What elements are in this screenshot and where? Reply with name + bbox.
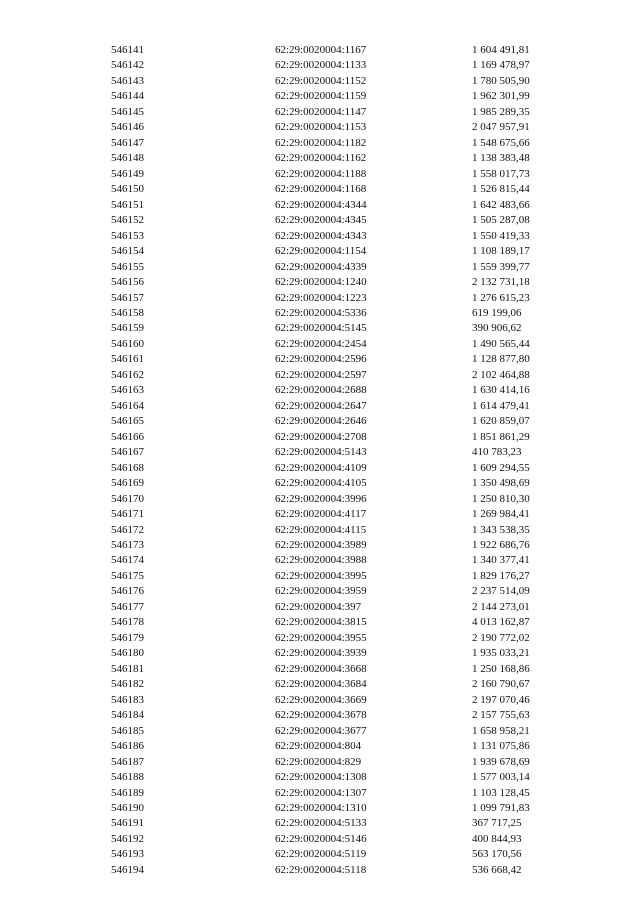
cadastral-value: 1 131 075,86	[472, 740, 530, 753]
table-row	[0, 786, 640, 801]
cadastral-number: 62:29:0020004:4115	[275, 523, 367, 536]
cadastral-value: 1 343 538,35	[472, 523, 530, 536]
cadastral-number: 62:29:0020004:4343	[275, 229, 367, 242]
cadastral-number: 62:29:0020004:2647	[275, 399, 367, 412]
cadastral-number: 62:29:0020004:3989	[275, 539, 367, 551]
cadastral-number: 62:29:0020004:3684	[275, 678, 367, 691]
cadastral-value: 1 103 128,45	[472, 786, 530, 799]
table-row	[0, 553, 640, 568]
table-row	[0, 383, 640, 398]
table-row	[0, 306, 640, 321]
cadastral-number: 62:29:0020004:1162	[275, 152, 367, 165]
table-row	[0, 105, 640, 120]
row-number: 546175	[111, 569, 144, 582]
table-row	[0, 631, 640, 646]
row-number: 546161	[111, 353, 144, 366]
row-number: 546184	[111, 709, 144, 722]
row-number: 546152	[111, 214, 144, 227]
row-number: 546178	[111, 616, 144, 629]
row-number: 546183	[111, 693, 144, 706]
cadastral-number: 62:29:0020004:1153	[275, 121, 367, 134]
table-row	[0, 352, 640, 367]
table-row	[0, 198, 640, 213]
row-number: 546170	[111, 492, 144, 505]
cadastral-number: 62:29:0020004:3677	[275, 724, 367, 737]
table-row	[0, 291, 640, 306]
row-number: 546167	[111, 446, 144, 459]
cadastral-number: 62:29:0020004:804	[275, 740, 362, 753]
cadastral-number: 62:29:0020004:1168	[275, 183, 367, 196]
row-number: 546194	[111, 863, 144, 876]
cadastral-number: 62:29:0020004:3668	[275, 662, 367, 675]
cadastral-number: 62:29:0020004:2646	[275, 415, 367, 428]
cadastral-number: 62:29:0020004:1308	[275, 771, 367, 784]
row-number: 546166	[111, 430, 144, 443]
cadastral-value: 2 132 731,18	[472, 276, 530, 289]
row-number: 546176	[111, 585, 144, 598]
table-row	[0, 151, 640, 166]
row-number: 546165	[111, 415, 144, 428]
row-number: 546174	[111, 554, 144, 567]
cadastral-value: 2 160 790,67	[472, 678, 530, 691]
row-number: 546182	[111, 678, 144, 691]
row-number: 546191	[111, 817, 144, 830]
cadastral-value: 1 550 419,33	[472, 229, 530, 242]
table-row	[0, 182, 640, 197]
table-row	[0, 816, 640, 831]
row-number: 546171	[111, 508, 144, 521]
row-number: 546148	[111, 152, 144, 165]
cadastral-value: 1 609 294,55	[472, 461, 530, 474]
cadastral-value: 1 559 399,77	[472, 260, 530, 273]
cadastral-value: 390 906,62	[472, 322, 522, 335]
table-row	[0, 847, 640, 862]
row-number: 546157	[111, 291, 144, 304]
table-row	[0, 476, 640, 491]
table-row	[0, 492, 640, 507]
cadastral-value: 367 717,25	[472, 817, 522, 830]
cadastral-value: 1 099 791,83	[472, 801, 530, 814]
table-row	[0, 600, 640, 615]
table-row	[0, 89, 640, 104]
row-number: 546193	[111, 848, 144, 861]
cadastral-number: 62:29:0020004:2688	[275, 384, 367, 397]
row-number: 546192	[111, 832, 144, 845]
cadastral-number: 62:29:0020004:1310	[275, 801, 367, 814]
cadastral-value: 1 962 301,99	[472, 90, 530, 103]
row-number: 546169	[111, 477, 144, 490]
table-row	[0, 74, 640, 89]
cadastral-value: 1 276 615,23	[472, 291, 530, 304]
cadastral-number: 62:29:0020004:5146	[275, 832, 367, 845]
cadastral-number: 62:29:0020004:1154	[275, 245, 367, 258]
cadastral-number: 62:29:0020004:3955	[275, 631, 367, 644]
cadastral-value: 536 668,42	[472, 863, 522, 876]
cadastral-number: 62:29:0020004:3939	[275, 647, 367, 660]
row-number: 546160	[111, 337, 144, 350]
cadastral-number: 62:29:0020004:5133	[275, 817, 367, 830]
cadastral-number: 62:29:0020004:1167	[275, 44, 367, 56]
row-number: 546141	[111, 44, 144, 56]
cadastral-value: 2 144 273,01	[472, 600, 530, 613]
row-number: 546146	[111, 121, 144, 134]
cadastral-number: 62:29:0020004:5145	[275, 322, 367, 335]
cadastral-number: 62:29:0020004:1182	[275, 136, 367, 149]
table-row	[0, 136, 640, 151]
cadastral-number: 62:29:0020004:2454	[275, 337, 367, 350]
table-row	[0, 445, 640, 460]
row-number: 546190	[111, 801, 144, 814]
cadastral-value: 1 350 498,69	[472, 477, 530, 490]
cadastral-value: 1 630 414,16	[472, 384, 530, 397]
row-number: 546179	[111, 631, 144, 644]
table-row	[0, 662, 640, 677]
cadastral-value: 1 577 003,14	[472, 771, 530, 784]
cadastral-number: 62:29:0020004:1159	[275, 90, 367, 103]
cadastral-value: 1 620 859,07	[472, 415, 530, 428]
cadastral-value: 1 250 810,30	[472, 492, 530, 505]
cadastral-number: 62:29:0020004:4109	[275, 461, 367, 474]
cadastral-number: 62:29:0020004:1188	[275, 167, 367, 180]
cadastral-value: 1 604 491,81	[472, 44, 530, 56]
row-number: 546156	[111, 276, 144, 289]
cadastral-value: 1 558 017,73	[472, 167, 530, 180]
cadastral-number: 62:29:0020004:5118	[275, 863, 367, 876]
row-number: 546144	[111, 90, 144, 103]
table-row	[0, 260, 640, 275]
table-row	[0, 832, 640, 847]
table-row	[0, 507, 640, 522]
table-row	[0, 724, 640, 739]
cadastral-number: 62:29:0020004:3669	[275, 693, 367, 706]
cadastral-value: 1 614 479,41	[472, 399, 530, 412]
cadastral-number: 62:29:0020004:5336	[275, 306, 367, 319]
cadastral-number: 62:29:0020004:4105	[275, 477, 367, 490]
row-number: 546173	[111, 539, 144, 551]
cadastral-number: 62:29:0020004:4345	[275, 214, 367, 227]
row-number: 546142	[111, 59, 144, 72]
table-row	[0, 646, 640, 661]
cadastral-number: 62:29:0020004:4339	[275, 260, 367, 273]
cadastral-value: 2 157 755,63	[472, 709, 530, 722]
table-row	[0, 43, 640, 58]
cadastral-value: 410 783,23	[472, 446, 522, 459]
table-row	[0, 399, 640, 414]
cadastral-number: 62:29:0020004:3996	[275, 492, 367, 505]
row-number: 546158	[111, 306, 144, 319]
document-table	[0, 43, 640, 878]
cadastral-number: 62:29:0020004:3988	[275, 554, 367, 567]
table-row	[0, 739, 640, 754]
table-row	[0, 414, 640, 429]
cadastral-number: 62:29:0020004:4344	[275, 198, 367, 211]
cadastral-number: 62:29:0020004:2596	[275, 353, 367, 366]
cadastral-value: 2 190 772,02	[472, 631, 530, 644]
table-row	[0, 321, 640, 336]
cadastral-value: 563 170,56	[472, 848, 522, 861]
table-row	[0, 430, 640, 445]
table-row	[0, 337, 640, 352]
cadastral-value: 400 844,93	[472, 832, 522, 845]
cadastral-number: 62:29:0020004:2597	[275, 368, 367, 381]
cadastral-value: 1 851 861,29	[472, 430, 530, 443]
table-row	[0, 244, 640, 259]
table-row	[0, 538, 640, 553]
table-row	[0, 569, 640, 584]
cadastral-value: 2 047 957,91	[472, 121, 530, 134]
cadastral-value: 1 108 189,17	[472, 245, 530, 258]
table-row	[0, 708, 640, 723]
row-number: 546151	[111, 198, 144, 211]
cadastral-number: 62:29:0020004:1240	[275, 276, 367, 289]
cadastral-number: 62:29:0020004:3995	[275, 569, 367, 582]
cadastral-value: 4 013 162,87	[472, 616, 530, 629]
cadastral-number: 62:29:0020004:1133	[275, 59, 367, 72]
cadastral-value: 1 169 478,97	[472, 59, 530, 72]
row-number: 546153	[111, 229, 144, 242]
row-number: 546168	[111, 461, 144, 474]
cadastral-value: 1 250 168,86	[472, 662, 530, 675]
cadastral-value: 1 526 815,44	[472, 183, 530, 196]
table-row	[0, 677, 640, 692]
table-row	[0, 523, 640, 538]
table-row	[0, 120, 640, 135]
row-number: 546149	[111, 167, 144, 180]
cadastral-number: 62:29:0020004:3959	[275, 585, 367, 598]
row-number: 546187	[111, 755, 144, 768]
cadastral-number: 62:29:0020004:5119	[275, 848, 367, 861]
cadastral-value: 1 829 176,27	[472, 569, 530, 582]
cadastral-value: 1 922 686,76	[472, 539, 530, 551]
cadastral-value: 1 548 675,66	[472, 136, 530, 149]
table-row	[0, 693, 640, 708]
cadastral-number: 62:29:0020004:1147	[275, 105, 367, 118]
row-number: 546188	[111, 771, 144, 784]
row-number: 546181	[111, 662, 144, 675]
cadastral-value: 1 642 483,66	[472, 198, 530, 211]
row-number: 546147	[111, 136, 144, 149]
cadastral-value: 1 780 505,90	[472, 74, 530, 87]
row-number: 546180	[111, 647, 144, 660]
table-row	[0, 213, 640, 228]
row-number: 546186	[111, 740, 144, 753]
cadastral-number: 62:29:0020004:397	[275, 600, 362, 613]
table-row	[0, 801, 640, 816]
cadastral-value: 1 269 984,41	[472, 508, 530, 521]
row-number: 546150	[111, 183, 144, 196]
table-row	[0, 461, 640, 476]
table-row	[0, 58, 640, 73]
cadastral-value: 2 237 514,09	[472, 585, 530, 598]
cadastral-value: 2 197 070,46	[472, 693, 530, 706]
table-row	[0, 755, 640, 770]
row-number: 546159	[111, 322, 144, 335]
table-row	[0, 770, 640, 785]
row-number: 546177	[111, 600, 144, 613]
row-number: 546189	[111, 786, 144, 799]
row-number: 546162	[111, 368, 144, 381]
table-row	[0, 229, 640, 244]
cadastral-value: 2 102 464,88	[472, 368, 530, 381]
cadastral-number: 62:29:0020004:1307	[275, 786, 367, 799]
cadastral-value: 1 490 565,44	[472, 337, 530, 350]
row-number: 546164	[111, 399, 144, 412]
cadastral-value: 1 985 289,35	[472, 105, 530, 118]
cadastral-value: 619 199,06	[472, 306, 522, 319]
cadastral-number: 62:29:0020004:829	[275, 755, 362, 768]
row-number: 546154	[111, 245, 144, 258]
table-row	[0, 167, 640, 182]
cadastral-number: 62:29:0020004:5143	[275, 446, 367, 459]
cadastral-number: 62:29:0020004:1152	[275, 74, 367, 87]
cadastral-number: 62:29:0020004:2708	[275, 430, 367, 443]
cadastral-value: 1 939 678,69	[472, 755, 530, 768]
row-number: 546185	[111, 724, 144, 737]
row-number: 546155	[111, 260, 144, 273]
row-number: 546172	[111, 523, 144, 536]
table-row	[0, 368, 640, 383]
cadastral-number: 62:29:0020004:3678	[275, 709, 367, 722]
cadastral-value: 1 658 958,21	[472, 724, 530, 737]
cadastral-value: 1 935 033,21	[472, 647, 530, 660]
row-number: 546163	[111, 384, 144, 397]
table-row	[0, 584, 640, 599]
cadastral-value: 1 505 287,08	[472, 214, 530, 227]
table-row	[0, 275, 640, 290]
row-number: 546145	[111, 105, 144, 118]
cadastral-value: 1 128 877,80	[472, 353, 530, 366]
table-row	[0, 863, 640, 878]
cadastral-number: 62:29:0020004:4117	[275, 508, 367, 521]
cadastral-number: 62:29:0020004:3815	[275, 616, 367, 629]
cadastral-value: 1 340 377,41	[472, 554, 530, 567]
cadastral-value: 1 138 383,48	[472, 152, 530, 165]
cadastral-number: 62:29:0020004:1223	[275, 291, 367, 304]
table-row	[0, 615, 640, 630]
row-number: 546143	[111, 74, 144, 87]
